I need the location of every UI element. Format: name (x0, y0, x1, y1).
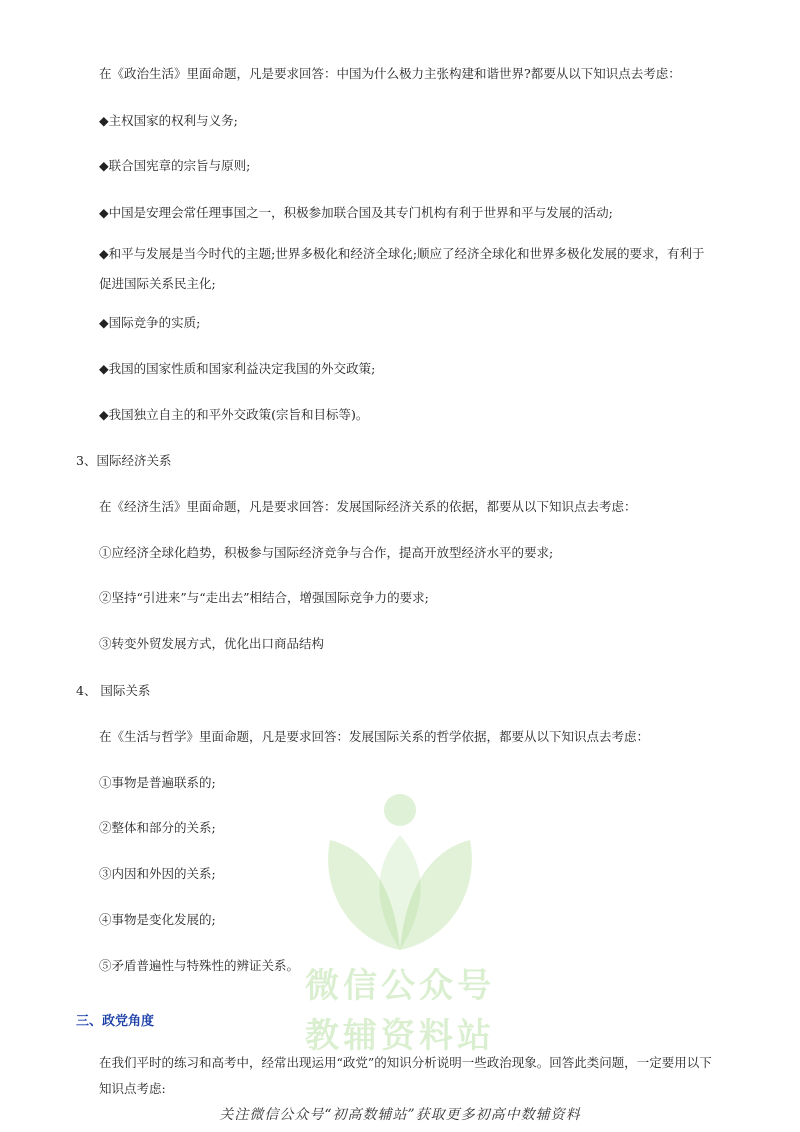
heading-international-economy: 3、国际经济关系 (76, 453, 172, 468)
watermark (290, 780, 510, 1056)
item-universal-connection: ①事物是普遍联系的; (99, 775, 216, 790)
watermark-line-1: 微信公众号 (305, 966, 495, 1006)
intro-economics: 在《经济生活》里面命题，凡是要求回答：发展国际经济关系的依据，都要从以下知识点去考虑： (99, 499, 637, 514)
item-change-development: ④事物是变化发展的; (99, 912, 216, 927)
bullet-peace-development: ◆和平与发展是当今时代的主题;世界多极化和经济全球化;顺应了经济全球化和世界多极化发展的要求，有利于促进国际关系民主化; (99, 246, 705, 291)
heading-international-relations: 4、 国际关系 (76, 683, 151, 698)
item-contradiction: ⑤矛盾普遍性与特殊性的辨证关系。 (99, 958, 300, 973)
watermark-line-2: 教辅资料站 (305, 1016, 495, 1056)
bullet-security-council: ◆中国是安理会常任理事国之一，积极参加联合国及其专门机构有利于世界和平与发展的活动; (99, 205, 613, 220)
item-whole-and-part: ②整体和部分的关系; (99, 820, 216, 835)
intro-party: 在我们平时的练习和高考中，经常出现运用“政党”的知识分析说明一些政治现象。回答此类问题，一定要用以下知识点考虑: (99, 1055, 712, 1096)
section-title-party: 三、政党角度 (76, 1014, 155, 1029)
item-globalization: ①应经济全球化趋势，积极参与国际经济竞争与合作，提高开放型经济水平的要求; (99, 545, 554, 560)
item-internal-external: ③内因和外因的关系; (99, 866, 216, 881)
item-bring-in-go-out: ②坚持“引进来”与“走出去”相结合，增强国际竞争力的要求; (99, 590, 429, 605)
sprout-logo-icon (290, 780, 510, 960)
bullet-competition: ◆国际竞争的实质; (99, 315, 201, 330)
intro-philosophy: 在《生活与哲学》里面命题，凡是要求回答：发展国际关系的哲学依据，都要从以下知识点去考虑： (99, 729, 650, 744)
footer-note: 关注微信公众号“初高数辅站”获取更多初高中数辅资料 (219, 1107, 581, 1123)
item-trade-transformation: ③转变外贸发展方式，优化出口商品结构 (99, 636, 325, 651)
bullet-sovereign-rights: ◆主权国家的权利与义务; (99, 113, 238, 128)
bullet-national-interest: ◆我国的国家性质和国家利益决定我国的外交政策; (99, 361, 376, 376)
bullet-foreign-policy: ◆我国独立自主的和平外交政策(宗旨和目标等)。 (99, 407, 369, 422)
bullet-un-charter: ◆联合国宪章的宗旨与原则; (99, 158, 251, 173)
intro-politics: 在《政治生活》里面命题，凡是要求回答：中国为什么极力主张构建和谐世界?都要从以下知识点去考虑： (99, 66, 681, 81)
